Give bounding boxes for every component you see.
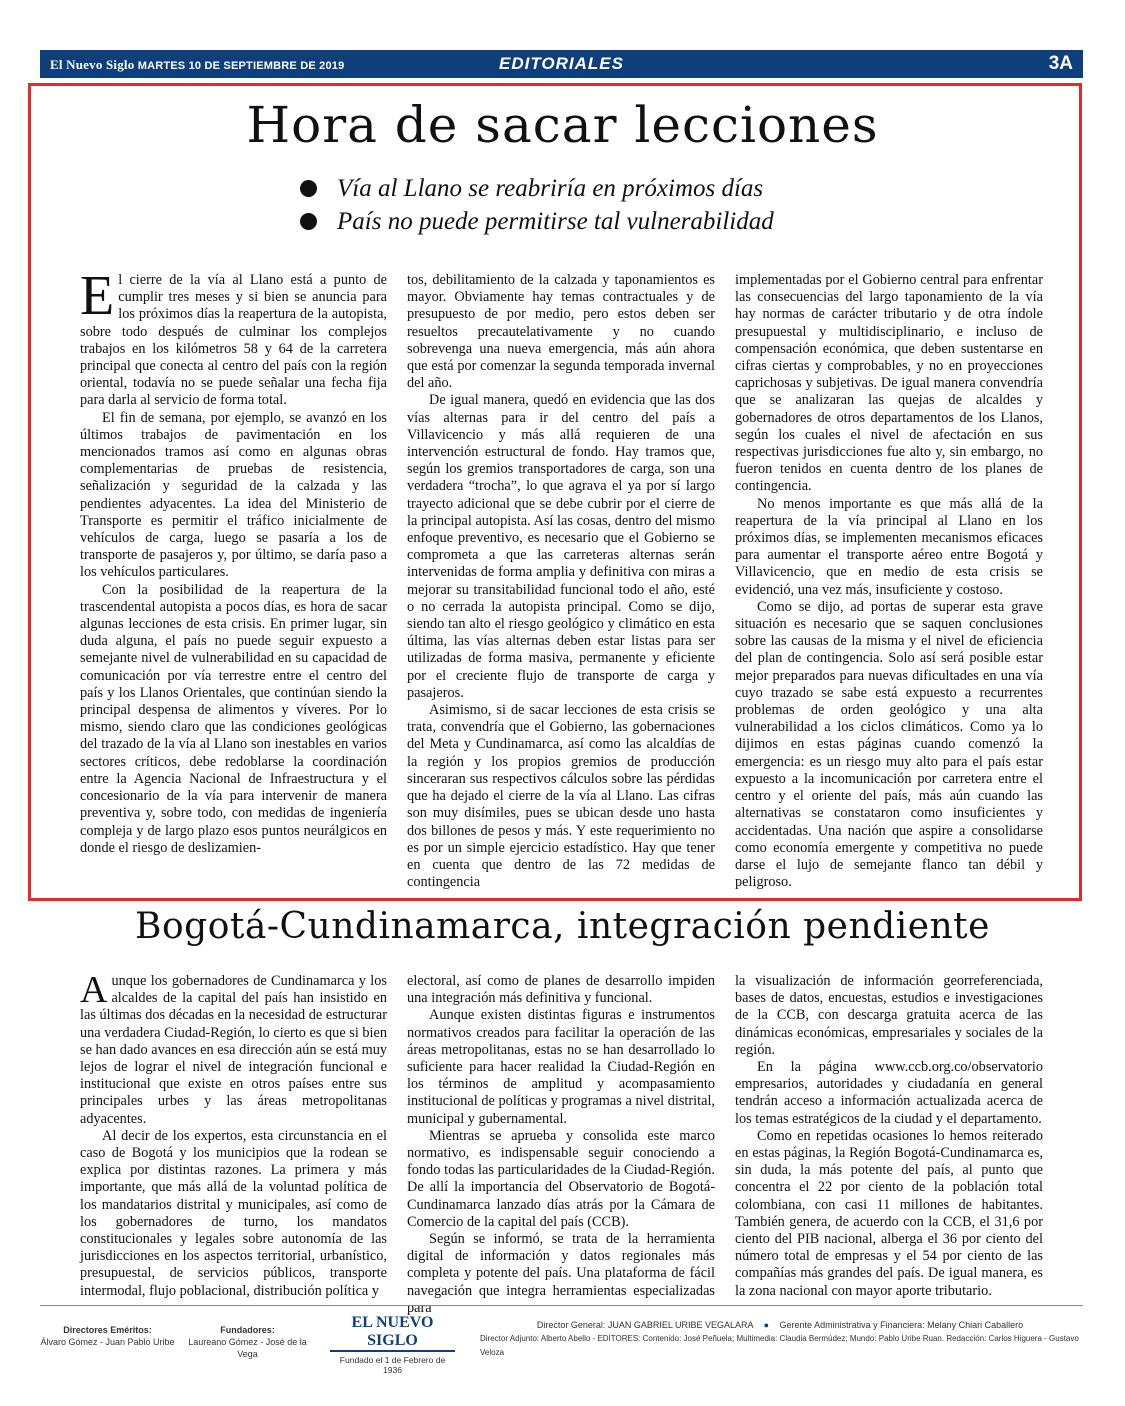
paragraph: Como en repetidas ocasiones lo hemos reiterado en estas páginas, la Región Bogotá-Cundinamarca es, sin duda, la más potente del país, al punto que concentra el 22 por ciento de la población total colombiana, con casi 11 millones de habitantes. También genera, de acuerdo con la CCB, el 31,6 por ciento del PIB nacional, alberga el 36 por ciento del número total de empresas y el 54 por ciento de las compañías más grandes del país. De igual manera, es la zona nacional con mayor aporte tributario.	[735, 1127, 1043, 1299]
fundadores-label: Fundadores:	[220, 1325, 275, 1335]
section-title: EDITORIALES	[499, 54, 624, 73]
editorial-1-column-3	[735, 272, 1043, 891]
editorial-2-column-3	[735, 973, 1043, 1300]
bullet-dot-icon	[300, 213, 317, 230]
editorial-2-column-1	[80, 969, 387, 1300]
editorial-1-column-2	[407, 272, 715, 891]
paragraph: implementadas por el Gobierno central para enfrentar las consecuencias del largo taponamiento de la vía hay normas de carácter tributario y de otra índole presupuestal y multidisciplinario, e incluso de compensación económica, que deben sustentarse en cifras ciertas y comprobables, y no en proyecciones caprichosas y subjetivas. De igual manera convendría que se analizaran las quejas de alcaldes y gobernadores de otros departamentos de los Llanos, según los cuales el nivel de afectación en sus respectivas jurisdicciones fue alto y, sin embargo, no fueron tenidos en cuenta dentro de los planes de contingencia.	[735, 272, 1043, 495]
drop-cap: E	[80, 265, 115, 327]
paragraph: En la página www.ccb.org.co/observatorio empresarios, autoridades y ciudadanía en general tendrán acceso a información actualizada acerca de los temas estratégicos de la ciudad y el departamento.	[735, 1059, 1043, 1127]
paragraph: Como se dijo, ad portas de superar esta grave situación es necesario que se saquen conclusiones sobre las causas de la misma y el nivel de eficiencia del plan de contingencia. Solo así será posible estar mejor preparados para nuevas dificultades en una vía cuyo trazado se sabe está expuesto a recurrentes problemas de orden geológico y una alta vulnerabilidad a los ciclos climáticos. Como ya lo dijimos en estas páginas cuando comenzó la emergencia: es un riesgo muy alto para el país estar expuesto a la incomunicación por carretera entre el centro y el oriente del país, más aún cuando las alternativas se constataron como insuficientes y accidentadas. Una nación que aspire a consolidarse como economía emergente y competitiva no puede darse el lujo de semejante flanco tan débil y peligroso.	[735, 598, 1043, 891]
masthead-brand: El Nuevo Siglo	[50, 57, 135, 72]
editorial-2-column-2	[407, 973, 715, 1317]
staff-row: Director Adjunto: Alberto Abello - EDITORES: Contenido: José Peñuela; Multimedia: Claudia Bermúdez; Mundo: Pablo Uribe Ruan. Redacción: Carlos Higuera - Gustavo Veloza	[480, 1334, 1079, 1357]
gerente: Gerente Administrativa y Financiera: Melany Chiari Caballero	[779, 1320, 1024, 1330]
editorial-1-title: Hora de sacar lecciones	[246, 96, 879, 154]
bullet-dot-icon	[300, 180, 317, 197]
staff-block	[480, 1318, 1080, 1360]
paragraph: Aunque existen distintas figuras e instrumentos normativos creados para facilitar la operación de las áreas metropolitanas, estas no se han desarrollado lo suficiente para hacer realidad la Ciudad-Región en los términos de amplitud y acompasamiento institucional de políticas y programas a nivel distrital, municipal y gubernamental.	[407, 1007, 715, 1127]
directores-block	[40, 1324, 175, 1348]
paragraph: El cierre de la vía al Llano está a punto de cumplir tres meses y si bien se anuncia para los próximos días la reapertura de la autopista, sobre todo después de culminar los complejos trabajos en los kilómetros 58 y 64 de la carretera principal que conecta al centro del país con la región oriental, todavía no se puede señalar una fecha fija para darla al servicio de forma total.	[80, 265, 387, 409]
paragraph: Según se informó, se trata de la herramienta digital de información y datos regionales más completa y potente del país. Una plataforma de fácil navegación que integra herramientas especializadas para	[407, 1231, 715, 1316]
paragraph: De igual manera, quedó en evidencia que las dos vías alternas para ir del centro del país a Villavicencio y más allá requieren de una intervención estructural de fondo. Hay tramos que, según los gremios transportadores de carga, son una verdadera “trocha”, lo que agrava el ya por sí largo trayecto adicional que se debe cubrir por el cierre de la principal autopista. Así las cosas, dentro del mismo enfoque preventivo, es necesario que el Gobierno se comprometa a que las carreteras alternas serán intervenidas de forma amplia y definitiva con miras a mejorar su transitabilidad funcional todo el año, esté o no cerrada la autopista principal. Como se dijo, siendo tan alto el riesgo geológico y climático en esta última, las vías alternas deben estar listas para ser utilizadas de forma masiva, permanente y eficiente por el creciente flujo de transporte de carga y pasajeros.	[407, 392, 715, 701]
paragraph: Aunque los gobernadores de Cundinamarca y los alcaldes de la capital del país han insistido en las últimas dos décadas en la necesidad de estructurar una verdadera Ciudad-Región, lo cierto es que si bien se han dado avances en esa dirección aún se está muy lejos de lograr el nivel de integración funcional e institucional que existe en otros países entre sus principales urbes y las áreas metropolitanas adyacentes.	[80, 969, 387, 1127]
fundadores-block	[180, 1324, 315, 1360]
directores-label: Directores Eméritos:	[63, 1325, 152, 1335]
paragraph: No menos importante es que más allá de la reapertura de la vía principal al Llano en los próximos días, se implementen mecanismos eficaces para aumentar el transporte aéreo entre Bogotá y Villavicencio, que en medio de esta crisis se evidenció, una vez más, insuficiente y costoso.	[735, 495, 1043, 598]
newspaper-logo: EL NUEVO SIGLO	[330, 1314, 455, 1352]
paragraph: Al decir de los expertos, esta circunstancia en el caso de Bogotá y los municipios que la rodean se explica por distintas razones. La primera y más importante, que más allá de la voluntad política de los mandatarios distrital y municipales, así como de los gobernadores de turno, los mandatos constitucionales y legales sobre autonomía de las jurisdicciones en los aspectos territorial, urbanístico, presupuestal, de servicios públicos, transporte intermodal, flujo poblacional, distribución política y	[80, 1127, 387, 1299]
editorial-2-title: Bogotá-Cundinamarca, integración pendiente	[135, 906, 990, 947]
masthead-date: MARTES 10 DE SEPTIEMBRE DE 2019	[137, 60, 345, 72]
summary-bullet	[300, 205, 774, 238]
paragraph: Con la posibilidad de la reapertura de la trascendental autopista a pocos días, es hora de sacar algunas lecciones de esta crisis. En primer lugar, sin duda alguna, el país no puede seguir expuesto a semejante nivel de vulnerabilidad en su capacidad de comunicación por vía terrestre entre el centro del país y los Llanos Orientales, que continúan siendo la principal despensa de alimentos y víveres. Por lo mismo, siendo claro que las condiciones geológicas del trazado de la vía al Llano son inestables en varios sectores críticos, debe redoblarse la coordinación entre la Agencia Nacional de Infraestructura y el concesionario de la vía para intervenir de manera preventiva y, sobre todo, con medidas de ingeniería compleja y de largo plazo esos puntos neurálgicos en donde el riesgo de deslizamien-	[80, 581, 387, 856]
directores-names: Álvaro Gómez - Juan Pablo Uribe	[40, 1337, 175, 1347]
editorial-1-summary	[300, 172, 774, 238]
summary-bullet	[300, 172, 774, 205]
management-row	[480, 1318, 1080, 1332]
editorial-1-column-1	[80, 265, 387, 857]
footer-logo-block	[330, 1314, 455, 1375]
paragraph: Mientras se aprueba y consolida este marco normativo, es indispensable seguir conociendo a fondo todas las particularidades de la Ciudad-Región. De allí la importancia del Observatorio de Bogotá-Cundinamarca lanzado días atrás por la Cámara de Comercio de la capital del país (CCB).	[407, 1127, 715, 1230]
footer	[40, 1305, 1083, 1375]
summary-text: Vía al Llano se reabriría en próximos días	[337, 175, 764, 202]
founded-date: Fundado el 1 de Febrero de 1936	[339, 1355, 446, 1375]
fundadores-names: Laureano Gómez - José de la Vega	[188, 1337, 307, 1359]
director-general: Director General: JUAN GABRIEL URIBE VEGALARA	[536, 1320, 754, 1330]
paragraph: tos, debilitamiento de la calzada y taponamientos es mayor. Obviamente hay temas contractuales y de presupuesto de por medio, pero estos deben ser resueltos precautelativamente y no cuando sobrevenga una nueva emergencia, más aún ahora que está por comenzar la segunda temporada invernal del año.	[407, 272, 715, 392]
separator-dot-icon: ●	[763, 1320, 770, 1330]
paragraph: la visualización de información georreferenciada, bases de datos, encuestas, estudios e investigaciones de la CCB, con descarga gratuita acerca de las dinámicas económicas, empresariales y sociales de la región.	[735, 973, 1043, 1058]
page-number: 3A	[1048, 53, 1073, 74]
paragraph: Asimismo, si de sacar lecciones de esta crisis se trata, convendría que el Gobierno, las gobernaciones del Meta y Cundinamarca, así como las alcaldías de la región y los propios gremios de producción sinceraran sus respectivos cálculos sobre las pérdidas que ha dejado el cierre de la vía al Llano. Las cifras son muy disímiles, pues se ubican desde uno hasta dos billones de pesos y más. Y este requerimiento no es por un simple ejercicio estadístico. Hay que tener en cuenta que dentro de las 72 medidas de contingencia	[407, 702, 715, 891]
summary-text: País no puede permitirse tal vulnerabilidad	[337, 208, 774, 235]
drop-cap: A	[80, 969, 108, 1011]
paragraph: electoral, así como de planes de desarrollo impiden una integración más definitiva y funcional.	[407, 973, 715, 1007]
masthead-bar	[40, 50, 1083, 78]
paragraph: El fin de semana, por ejemplo, se avanzó en los últimos trabajos de pavimentación en los mencionados tramos así como en algunas obras complementarias de pruebas de resistencia, señalización y seguridad de la calzada y las pendientes adyacentes. La idea del Ministerio de Transporte es permitir el tráfico inicialmente de vehículos de carga, luego se pasaría a los de transporte de pasajeros y, por último, se daría paso a los vehículos particulares.	[80, 409, 387, 581]
